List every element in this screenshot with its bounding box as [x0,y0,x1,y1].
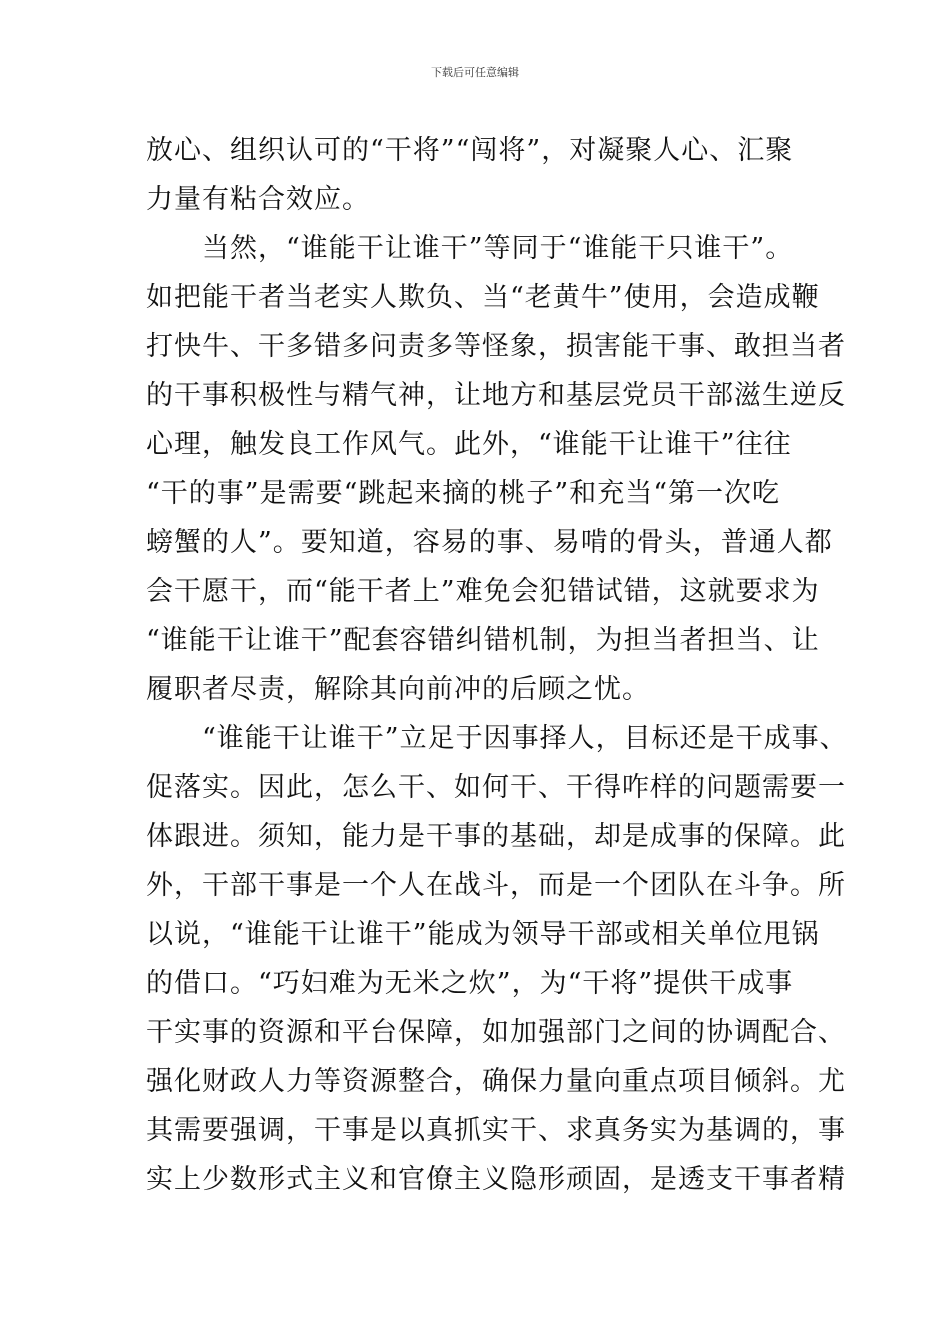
text-line: 会干愿干，而“能干者上”难免会犯错试错，这就要求为 [146,576,820,607]
text-line: 体跟进。须知，能力是干事的基础，却是成事的保障。此 [146,821,846,852]
text-line: 实上少数形式主义和官僚主义隐形顽固，是透支干事者精 [146,1164,846,1195]
text-line: 强化财政人力等资源整合，确保力量向重点项目倾斜。尤 [146,1066,846,1097]
text-line: 力量有粘合效应。 [146,184,370,215]
text-line: 心理，触发良工作风气。此外，“谁能干让谁干”往往 [146,429,792,460]
text-line: 的借口。“巧妇难为无米之炊”，为“干将”提供干成事 [146,968,794,999]
text-line: 打快牛、干多错多问责多等怪象，损害能干事、敢担当者 [146,331,846,362]
text-line: 干实事的资源和平台保障，如加强部门之间的协调配合、 [146,1017,846,1048]
text-line: “干的事”是需要“跳起来摘的桃子”和充当“第一次吃 [146,478,781,509]
text-line: 履职者尽责，解除其向前冲的后顾之忧。 [146,674,650,705]
text-line: 放心、组织认可的“干将”“闯将”，对凝聚人心、汇聚 [146,135,794,166]
text-line: “谁能干让谁干”立足于因事择人，目标还是干成事、 [146,723,848,754]
text-line: 外，干部干事是一个人在战斗，而是一个团队在斗争。所 [146,870,846,901]
text-line: 促落实。因此，怎么干、如何干、干得咋样的问题需要一 [146,772,846,803]
text-line: 螃蟹的人”。要知道，容易的事、易啃的骨头，普通人都 [146,527,833,558]
text-line: 以说，“谁能干让谁干”能成为领导干部或相关单位甩锅 [146,919,820,950]
text-line: 如把能干者当老实人欺负、当“老黄牛”使用，会造成鞭 [146,282,820,313]
page-header-note: 下载后可任意编辑 [431,66,519,79]
text-line: 其需要强调，干事是以真抓实干、求真务实为基调的，事 [146,1115,846,1146]
text-line: 当然，“谁能干让谁干”等同于“谁能干只谁干”。 [146,233,794,264]
text-line: 的干事积极性与精气神，让地方和基层党员干部滋生逆反 [146,380,846,411]
text-line: “谁能干让谁干”配套容错纠错机制，为担当者担当、让 [146,625,820,656]
